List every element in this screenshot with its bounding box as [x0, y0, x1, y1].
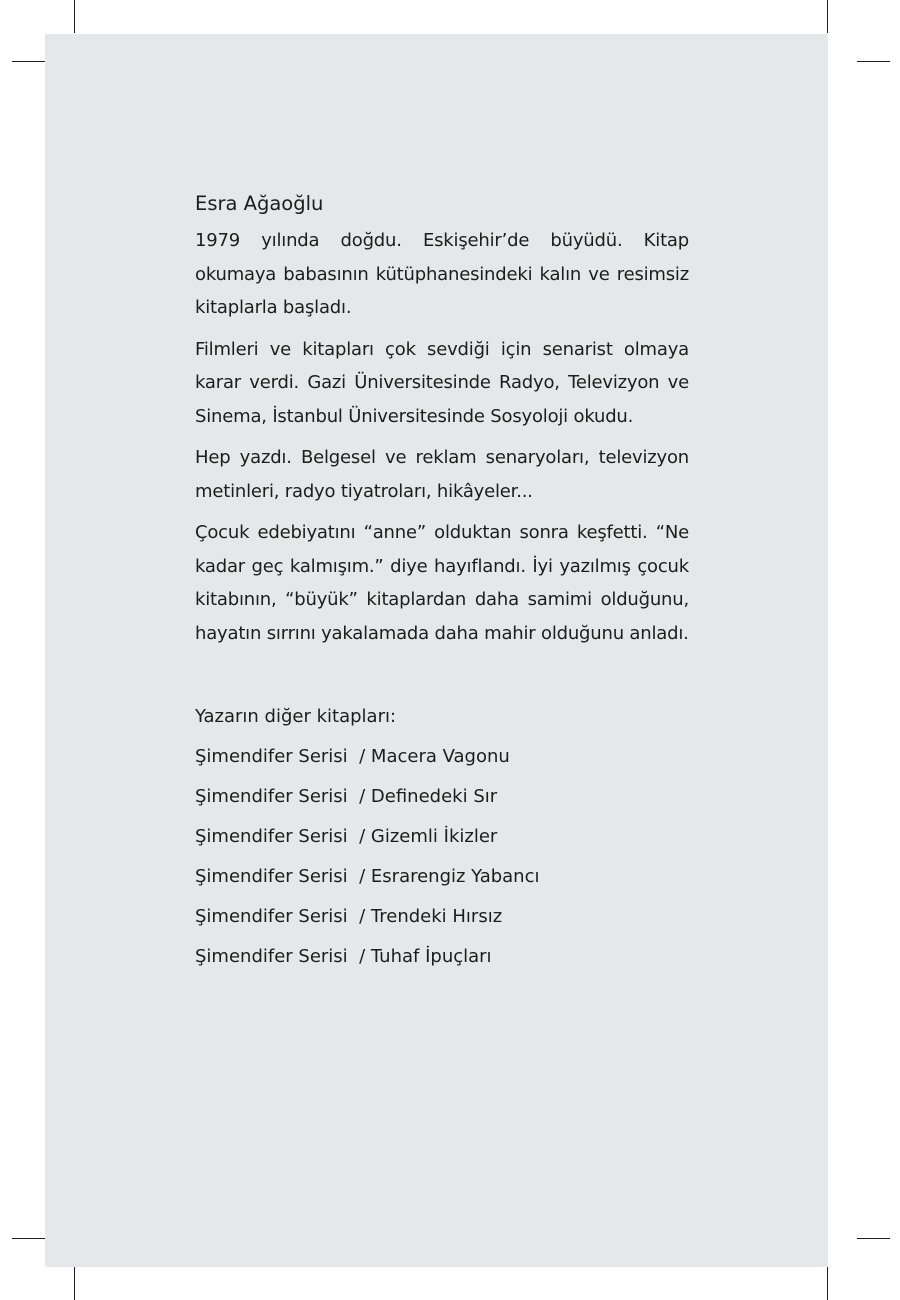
- page-content: [195, 190, 689, 982]
- list-item: Şimendifer Serisi / Trendeki Hırsız: [195, 906, 503, 927]
- author-bio: [195, 224, 689, 650]
- list-item: Şimendifer Serisi / Tuhaf İpuçları: [195, 946, 492, 967]
- other-books-list: [195, 742, 689, 972]
- bio-paragraph: Filmleri ve kitapları çok sevdiği için senarist olmaya karar verdi. Gazi Üniversitesinde Radyo, Televizyon ve Sinema, İstanbul Üniversitesinde Sosyoloji okudu.: [195, 338, 689, 427]
- crop-mark: [74, 1267, 75, 1300]
- crop-mark: [827, 1267, 828, 1300]
- bio-paragraph: Hep yazdı. Belgesel ve reklam senaryoları, televizyon metinleri, radyo tiyatroları, hikâyeler...: [195, 447, 689, 502]
- crop-mark: [74, 0, 75, 33]
- other-books-section: [195, 702, 689, 972]
- crop-mark: [857, 1238, 890, 1239]
- list-item: Şimendifer Serisi / Definedeki Sır: [195, 786, 498, 807]
- list-item: Şimendifer Serisi / Gizemli İkizler: [195, 826, 498, 847]
- other-books-heading: Yazarın diğer kitapları:: [195, 706, 397, 727]
- list-item: Şimendifer Serisi / Esrarengiz Yabancı: [195, 866, 540, 887]
- author-name: Esra Ağaoğlu: [195, 192, 324, 215]
- crop-mark: [12, 61, 45, 62]
- crop-mark: [827, 0, 828, 33]
- crop-mark: [857, 61, 890, 62]
- list-item: Şimendifer Serisi / Macera Vagonu: [195, 746, 510, 767]
- crop-mark: [12, 1238, 45, 1239]
- bio-paragraph: 1979 yılında doğdu. Eskişehir’de büyüdü. Kitap okumaya babasının kütüphanesindeki kalın ve resimsiz kitaplarla başladı.: [195, 230, 689, 318]
- bio-paragraph: Çocuk edebiyatını “anne” olduktan sonra keşfetti. “Ne kadar geç kalmışım.” diye hayıflandı. İyi yazılmış çocuk kitabının, “büyük” kitaplardan daha samimi olduğunu, hayatın sırrını yakalamada daha mahir olduğunu anladı.: [195, 522, 689, 644]
